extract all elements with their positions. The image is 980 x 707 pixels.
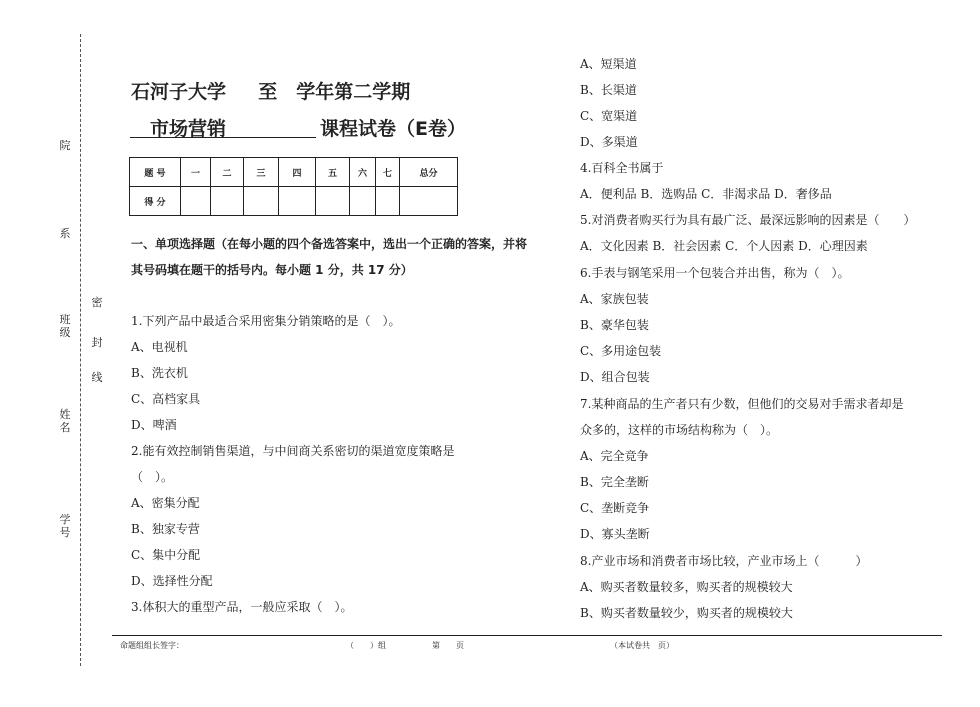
q2-option-b: B、独家专营	[131, 522, 200, 536]
question-8: 8.产业市场和消费者市场比较，产业市场上（ ）	[580, 554, 868, 568]
q2-option-a: A、密集分配	[131, 496, 200, 510]
question-6: 6.手表与钢笔采用一个包装合并出售，称为（ ）。	[580, 266, 850, 280]
question-7: 7.某种商品的生产者只有少数，但他们的交易对手需求者却是	[580, 397, 904, 411]
score-input-q5	[316, 187, 350, 216]
footer-total-pages: （本试卷共 页）	[610, 641, 674, 650]
score-cell-total: 总分	[400, 158, 458, 187]
exam-term-title: 石河子大学 至 学年第二学期	[131, 81, 411, 103]
margin-label-college: 院	[59, 139, 71, 152]
q7-option-b: B、完全垄断	[580, 475, 649, 489]
q3-option-c: C、宽渠道	[580, 109, 638, 123]
q7-option-c: C、垄断竞争	[580, 501, 650, 515]
seal-char-feng: 封	[91, 336, 103, 349]
score-table-score-row	[130, 187, 458, 216]
q2-option-d: D、选择性分配	[131, 574, 213, 588]
question-2-cont: （ ）。	[131, 470, 174, 484]
q6-option-a: A、家族包装	[580, 292, 649, 306]
binding-dashed-line	[80, 34, 81, 666]
score-input-q1	[181, 187, 211, 216]
course-exam-title: 课程试卷（E卷）	[320, 118, 466, 140]
question-3: 3.体积大的重型产品，一般应采取（ ）。	[131, 600, 353, 614]
score-input-q3	[244, 187, 279, 216]
q3-option-d: D、多渠道	[580, 135, 638, 149]
score-cell-q4: 四	[279, 158, 316, 187]
q8-option-b: B、购买者数量较少，购买者的规模较大	[580, 606, 793, 620]
question-2: 2.能有效控制销售渠道，与中间商关系密切的渠道宽度策略是	[131, 444, 455, 458]
score-input-q7	[376, 187, 400, 216]
score-row-label: 得 分	[130, 187, 181, 216]
margin-label-department: 系	[59, 227, 71, 240]
footer-rule	[112, 635, 942, 636]
section-1-heading: 一、单项选择题（在每小题的四个备选答案中，选出一个正确的答案，并将其号码填在题干的括号内。每小题 1 分，共 17 分）	[131, 237, 528, 277]
q1-option-a: A、电视机	[131, 340, 188, 354]
question-4: 4.百科全书属于	[580, 161, 664, 175]
score-cell-label: 题 号	[130, 158, 181, 187]
score-cell-q5: 五	[316, 158, 350, 187]
score-input-q6	[350, 187, 376, 216]
score-cell-q2: 二	[211, 158, 244, 187]
q1-option-c: C、高档家具	[131, 392, 201, 406]
score-cell-q1: 一	[181, 158, 211, 187]
score-cell-q6: 六	[350, 158, 376, 187]
q3-option-a: A、短渠道	[580, 57, 637, 71]
score-table-header-row	[130, 158, 458, 187]
seal-char-xian: 线	[91, 371, 103, 384]
score-input-q4	[279, 187, 316, 216]
q7-option-d: D、寡头垄断	[580, 527, 650, 541]
q1-option-d: D、啤酒	[131, 418, 177, 432]
score-input-total	[400, 187, 458, 216]
score-cell-q3: 三	[244, 158, 279, 187]
margin-label-class: 班级	[59, 313, 71, 339]
score-input-q2	[211, 187, 244, 216]
q6-option-b: B、豪华包装	[580, 318, 649, 332]
q5-options: A．文化因素 B．社会因素 C．个人因素 D．心理因素	[580, 239, 868, 253]
course-name-underline	[130, 137, 316, 138]
footer-page: 第 页	[432, 641, 464, 650]
q3-option-b: B、长渠道	[580, 83, 637, 97]
score-table	[129, 157, 458, 216]
q7-option-a: A、完全竞争	[580, 449, 649, 463]
q8-option-a: A、购买者数量较多，购买者的规模较大	[580, 580, 793, 594]
seal-char-mi: 密	[91, 296, 103, 309]
margin-label-name: 姓名	[59, 408, 71, 434]
footer-group: （ ）组	[346, 641, 386, 650]
margin-label-student-id: 学号	[59, 513, 71, 539]
q6-option-c: C、多用途包装	[580, 344, 662, 358]
q2-option-c: C、集中分配	[131, 548, 201, 562]
question-5: 5.对消费者购买行为具有最广泛、最深远影响的因素是（ ）	[580, 213, 916, 227]
question-7-cont: 众多的，这样的市场结构称为（ ）。	[580, 423, 779, 437]
q4-options: A．便利品 B．选购品 C．非渴求品 D．奢侈品	[580, 187, 832, 201]
question-1: 1.下列产品中最适合采用密集分销策略的是（ ）。	[131, 314, 401, 328]
q1-option-b: B、洗衣机	[131, 366, 188, 380]
course-name: 市场营销	[150, 118, 227, 140]
q6-option-d: D、组合包装	[580, 370, 650, 384]
score-cell-q7: 七	[376, 158, 400, 187]
footer-signature: 命题组组长签字：	[120, 641, 184, 650]
